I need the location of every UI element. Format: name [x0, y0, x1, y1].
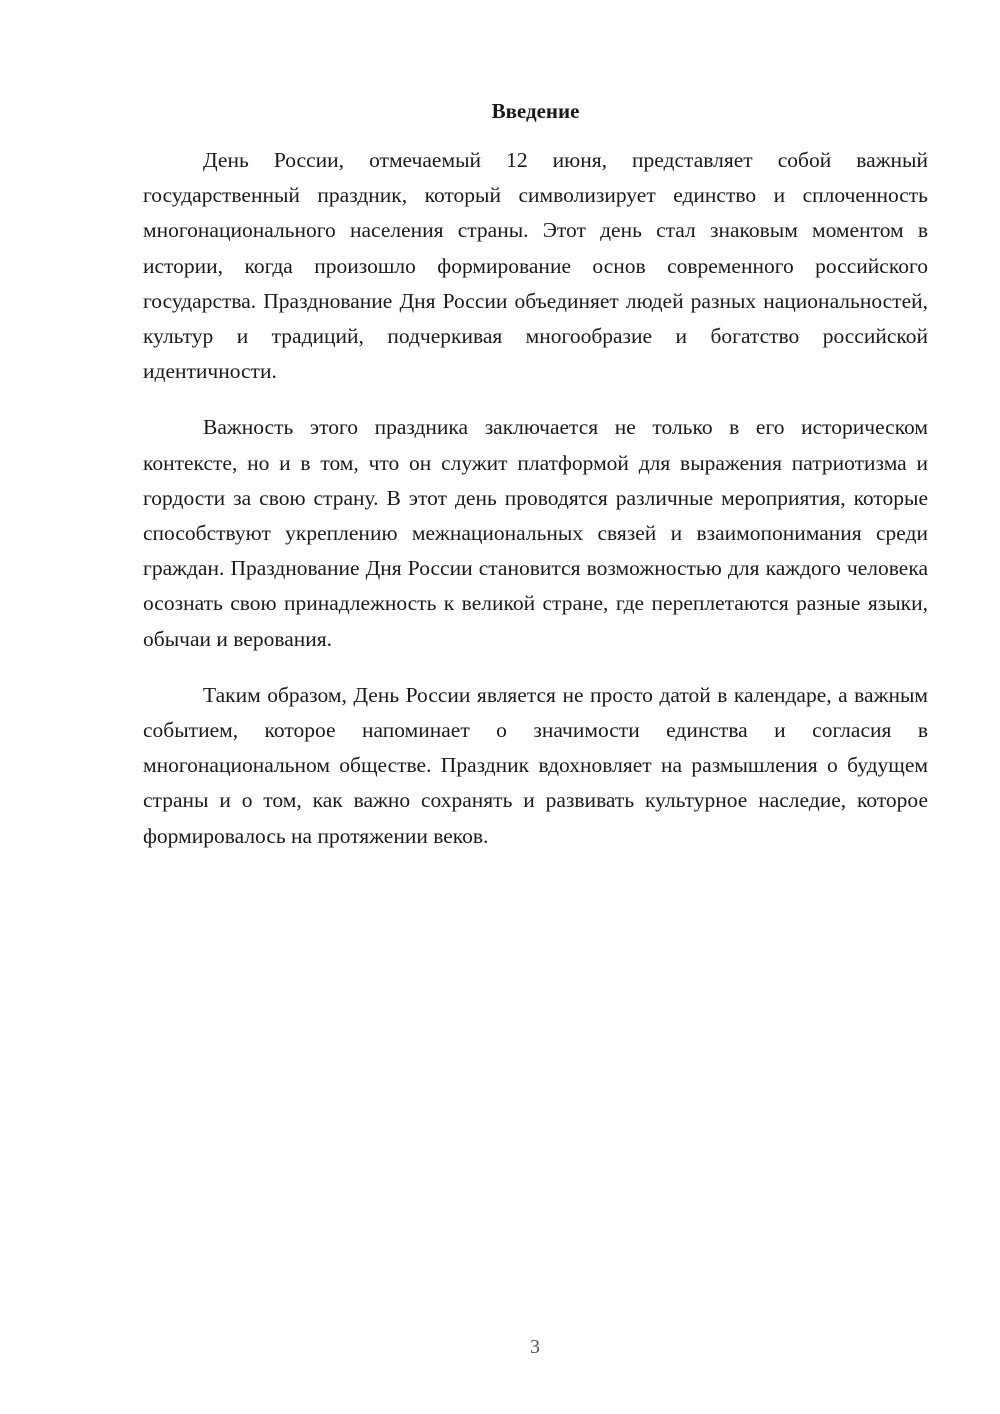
paragraph: День России, отмечаемый 12 июня, представляет собой важный государственный праздник, который символизирует единство и сплоченность многонационального населения страны. Этот день стал знаковым моментом в истории, когда произошло формирование основ современного российского государства. Празднование Дня России объединяет людей разных национальностей, культур и традиций, подчеркивая многообразие и богатство российской идентичности.: [143, 148, 928, 384]
section-heading: Введение: [491, 99, 580, 123]
page-number: 3: [530, 1336, 540, 1358]
paragraph: Важность этого праздника заключается не только в его историческом контексте, но и в том, что он служит платформой для выражения патриотизма и гордости за свою страну. В этот день проводятся различные мероприятия, которые способствуют укреплению межнациональных связей и взаимопонимания среди граждан. Празднование Дня России становится возможностью для каждого человека осознать свою принадлежность к великой стране, где переплетаются разные языки, обычаи и верования.: [143, 415, 928, 651]
paragraph: Таким образом, День России является не просто датой в календаре, а важным событием, которое напоминает о значимости единства и согласия в многонациональном обществе. Праздник вдохновляет на размышления о будущем страны и о том, как важно сохранять и развивать культурное наследие, которое формировалось на протяжении веков.: [143, 682, 928, 848]
document-body: [143, 143, 928, 875]
